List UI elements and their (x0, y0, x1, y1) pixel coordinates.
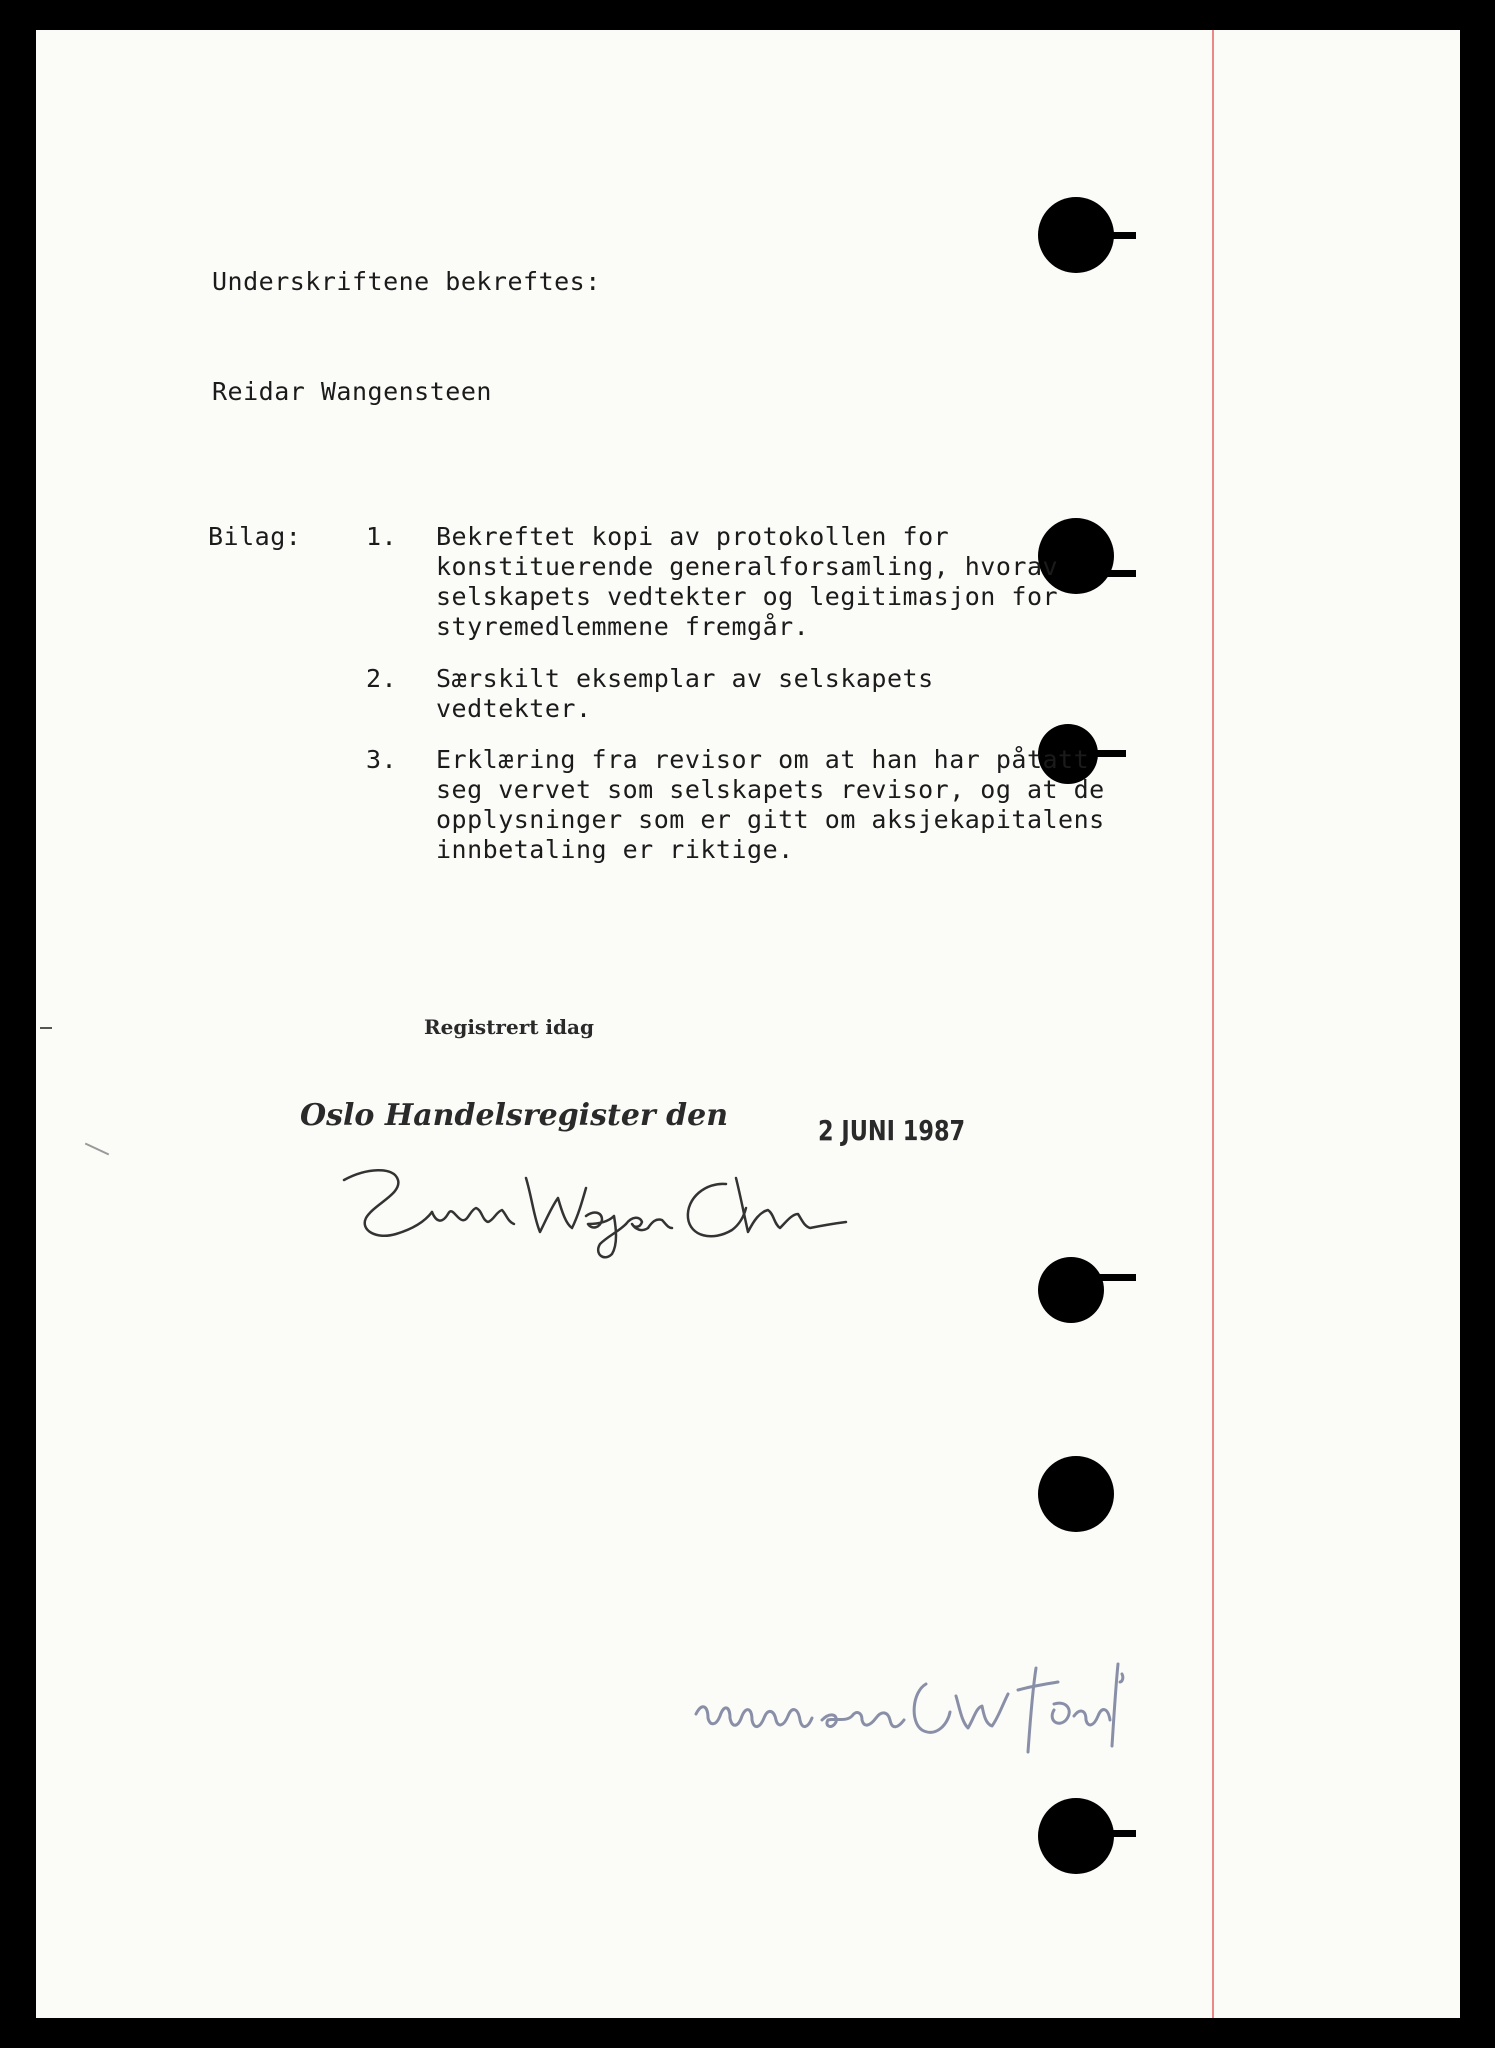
attachment-line: vedtekter. (436, 694, 592, 723)
attachments-label: Bilag: (208, 522, 302, 551)
attachment-number: 1. (366, 522, 398, 551)
attachment-number: 3. (366, 745, 398, 774)
registrar-signature (336, 1158, 856, 1268)
attachment-line: Erklæring fra revisor om at han har påtatt (436, 745, 1090, 774)
binder-hole-tab (1096, 570, 1136, 577)
binder-hole (1038, 1257, 1104, 1323)
attachment-line: Bekreftet kopi av protokollen for (436, 522, 950, 551)
attachment-line: innbetaling er riktige. (436, 835, 794, 864)
attachment-line: konstituerende generalforsamling, hvorav (436, 552, 1059, 581)
binder-hole-tab (1096, 1274, 1136, 1281)
attachment-line: selskapets vedtekter og legitimasjon for (436, 582, 1059, 611)
binder-hole-tab (1096, 232, 1136, 239)
date-stamp: 2 JUNI 1987 (818, 1114, 966, 1147)
scan-mark (85, 1143, 109, 1156)
binder-hole (1038, 1456, 1114, 1532)
attachment-line: Særskilt eksemplar av selskapets (436, 664, 934, 693)
signatory-name: Reidar Wangensteen (212, 377, 492, 406)
registered-stamp: Registrert idag (424, 1015, 594, 1039)
scan-mark (40, 1027, 52, 1029)
binder-hole-tab (1086, 750, 1126, 757)
faded-signature (686, 1654, 1156, 1764)
attachment-number: 2. (366, 664, 398, 693)
attachment-line: styremedlemmene fremgår. (436, 612, 810, 641)
registry-stamp: Oslo Handelsregister den (300, 1098, 729, 1133)
confirmation-heading: Underskriftene bekreftes: (212, 267, 601, 296)
attachment-line: seg vervet som selskapets revisor, og at de (436, 775, 1105, 804)
attachment-line: opplysninger som er gitt om aksjekapitalens (436, 805, 1105, 834)
binder-hole-tab (1096, 1830, 1136, 1837)
document-page (36, 30, 1460, 2018)
red-margin-line (1212, 30, 1214, 2018)
